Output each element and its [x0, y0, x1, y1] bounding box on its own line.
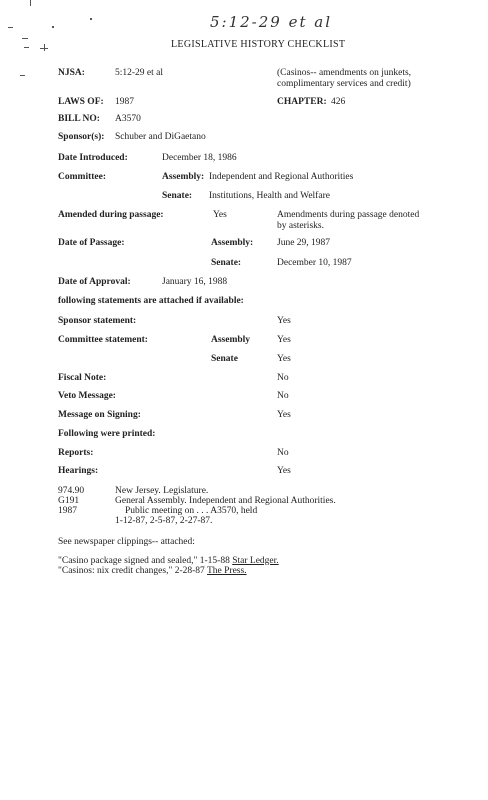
amended-note-line2: by asterisks. [277, 221, 324, 231]
clipping-item-2-source: The Press. [207, 566, 247, 576]
njsa-description-line2: complimentary services and credit) [277, 79, 411, 89]
veto-message-label: Veto Message: [58, 391, 116, 401]
bill-no-label: BILL NO: [58, 114, 100, 124]
laws-of-label: LAWS OF: [58, 97, 104, 107]
committee-statement-senate-label: Senate [211, 354, 238, 364]
catalog-call-number-2: G191 [58, 496, 80, 506]
fiscal-note-label: Fiscal Note: [58, 373, 107, 383]
sponsor-label: Sponsor(s): [58, 132, 105, 142]
chapter-label: CHAPTER: [277, 97, 327, 107]
catalog-line-1: New Jersey. Legislature. [115, 486, 209, 496]
scan-mark [20, 75, 25, 76]
reports-label: Reports: [58, 448, 94, 458]
sponsor-statement-label: Sponsor statement: [58, 316, 137, 326]
hearings-value: Yes [277, 466, 291, 476]
passage-assembly-value: June 29, 1987 [277, 238, 331, 248]
scan-mark [90, 18, 92, 20]
date-of-passage-label: Date of Passage: [58, 238, 125, 248]
amended-label: Amended during passage: [58, 210, 164, 220]
sponsor-statement-value: Yes [277, 316, 291, 326]
page-title: LEGISLATIVE HISTORY CHECKLIST [171, 39, 346, 50]
committee-senate-value: Institutions, Health and Welfare [209, 191, 330, 201]
amended-value: Yes [213, 210, 227, 220]
veto-message-value: No [277, 391, 289, 401]
scan-mark [22, 38, 28, 39]
clipping-item-2 [58, 566, 247, 577]
printed-heading: Following were printed: [58, 429, 156, 439]
clipping-item-1-source: Star Ledger. [232, 556, 279, 566]
scan-mark [52, 26, 54, 28]
statements-heading: following statements are attached if available: [58, 296, 244, 306]
laws-of-value: 1987 [115, 97, 134, 107]
scan-mark [30, 0, 31, 6]
hearings-label: Hearings: [58, 466, 99, 476]
clipping-item-2-text: "Casinos: nix credit changes," 2-28-87 [58, 566, 207, 576]
committee-statement-senate-value: Yes [277, 354, 291, 364]
passage-senate-label: Senate: [211, 258, 242, 268]
committee-statement-assembly-label: Assembly [211, 335, 251, 345]
date-introduced-value: December 18, 1986 [162, 153, 237, 163]
catalog-call-number-1: 974.90 [58, 486, 85, 496]
njsa-description-line1: (Casinos-- amendments on junkets, [277, 68, 412, 78]
njsa-label: NJSA: [58, 68, 85, 78]
committee-assembly-label: Assembly: [162, 172, 205, 182]
amended-note-line1: Amendments during passage denoted [277, 210, 420, 220]
committee-statement-assembly-value: Yes [277, 335, 291, 345]
reports-value: No [277, 448, 289, 458]
message-on-signing-value: Yes [277, 410, 291, 420]
catalog-line-3: Public meeting on . . . A3570, held [125, 506, 258, 516]
committee-label: Committee: [58, 172, 107, 182]
handwritten-citation: 5:12-29 et al [210, 13, 333, 31]
date-introduced-label: Date Introduced: [58, 153, 128, 163]
chapter-value: 426 [331, 97, 346, 107]
njsa-value: 5:12-29 et al [115, 68, 164, 78]
date-of-approval-value: January 16, 1988 [162, 277, 228, 287]
committee-assembly-value: Independent and Regional Authorities [209, 172, 354, 182]
catalog-line-4: 1-12-87, 2-5-87, 2-27-87. [115, 516, 213, 526]
scan-mark [8, 27, 13, 28]
message-on-signing-label: Message on Signing: [58, 410, 141, 420]
catalog-line-2: General Assembly. Independent and Regional Authorities. [115, 496, 336, 506]
date-of-approval-label: Date of Approval: [58, 277, 131, 287]
passage-senate-value: December 10, 1987 [277, 258, 352, 268]
sponsor-value: Schuber and DiGaetano [115, 132, 206, 142]
clipping-item-1-text: "Casino package signed and sealed," 1-15-88 [58, 556, 233, 566]
fiscal-note-value: No [277, 373, 289, 383]
scan-mark [40, 48, 48, 49]
committee-statement-label: Committee statement: [58, 335, 148, 345]
catalog-call-number-3: 1987 [58, 506, 77, 516]
passage-assembly-label: Assembly: [211, 238, 254, 248]
committee-senate-label: Senate: [162, 191, 193, 201]
clippings-heading: See newspaper clippings-- attached: [58, 537, 195, 547]
scan-mark [24, 47, 29, 48]
bill-no-value: A3570 [115, 114, 141, 124]
